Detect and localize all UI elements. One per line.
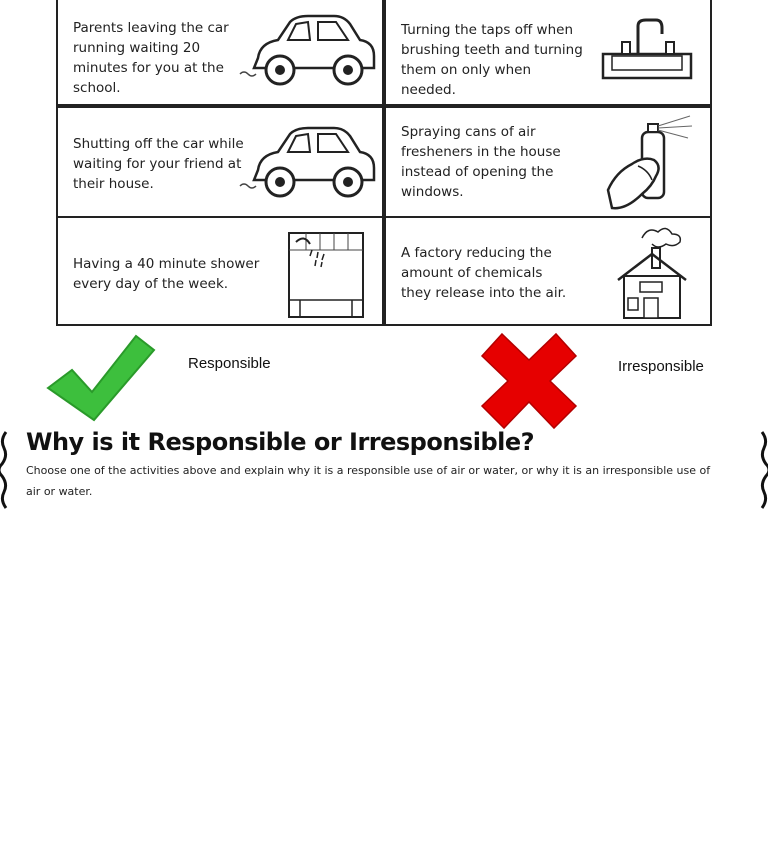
factory-house-icon xyxy=(612,224,692,324)
activity-card[interactable] xyxy=(56,106,384,218)
activity-card[interactable] xyxy=(384,106,712,218)
card-text: Spraying cans of air fresheners in the house instead of opening the windows. xyxy=(401,124,561,200)
activity-card[interactable] xyxy=(384,216,712,326)
checkmark-icon[interactable] xyxy=(44,332,156,424)
responsible-label: Responsible xyxy=(188,355,271,372)
question-title: Why is it Responsible or Irresponsible? xyxy=(26,428,535,456)
activity-card[interactable] xyxy=(384,0,712,106)
right-brace-icon xyxy=(758,430,768,510)
card-text: Having a 40 minute shower every day of the week. xyxy=(73,256,260,292)
car-icon xyxy=(238,120,378,205)
activity-card[interactable] xyxy=(56,216,384,326)
spray-can-icon xyxy=(596,114,696,214)
card-text: Parents leaving the car running waiting 20 minutes for you at the school. xyxy=(73,20,229,96)
activity-card[interactable] xyxy=(56,0,384,106)
irresponsible-label: Irresponsible xyxy=(618,358,704,375)
left-brace-icon xyxy=(0,430,10,510)
card-text: Turning the taps off when brushing teeth and turning them on only when needed. xyxy=(401,22,583,98)
question-instructions: Choose one of the activities above and explain why it is a responsible use of air or water, or why it is an irresponsible use of air or water. xyxy=(26,464,711,498)
card-text: Shutting off the car while waiting for your friend at their house. xyxy=(73,136,244,192)
card-text: A factory reducing the amount of chemicals they release into the air. xyxy=(401,245,567,301)
sink-icon xyxy=(598,16,698,86)
car-icon xyxy=(238,8,378,93)
shower-icon xyxy=(286,230,366,320)
cross-icon[interactable] xyxy=(480,332,578,430)
